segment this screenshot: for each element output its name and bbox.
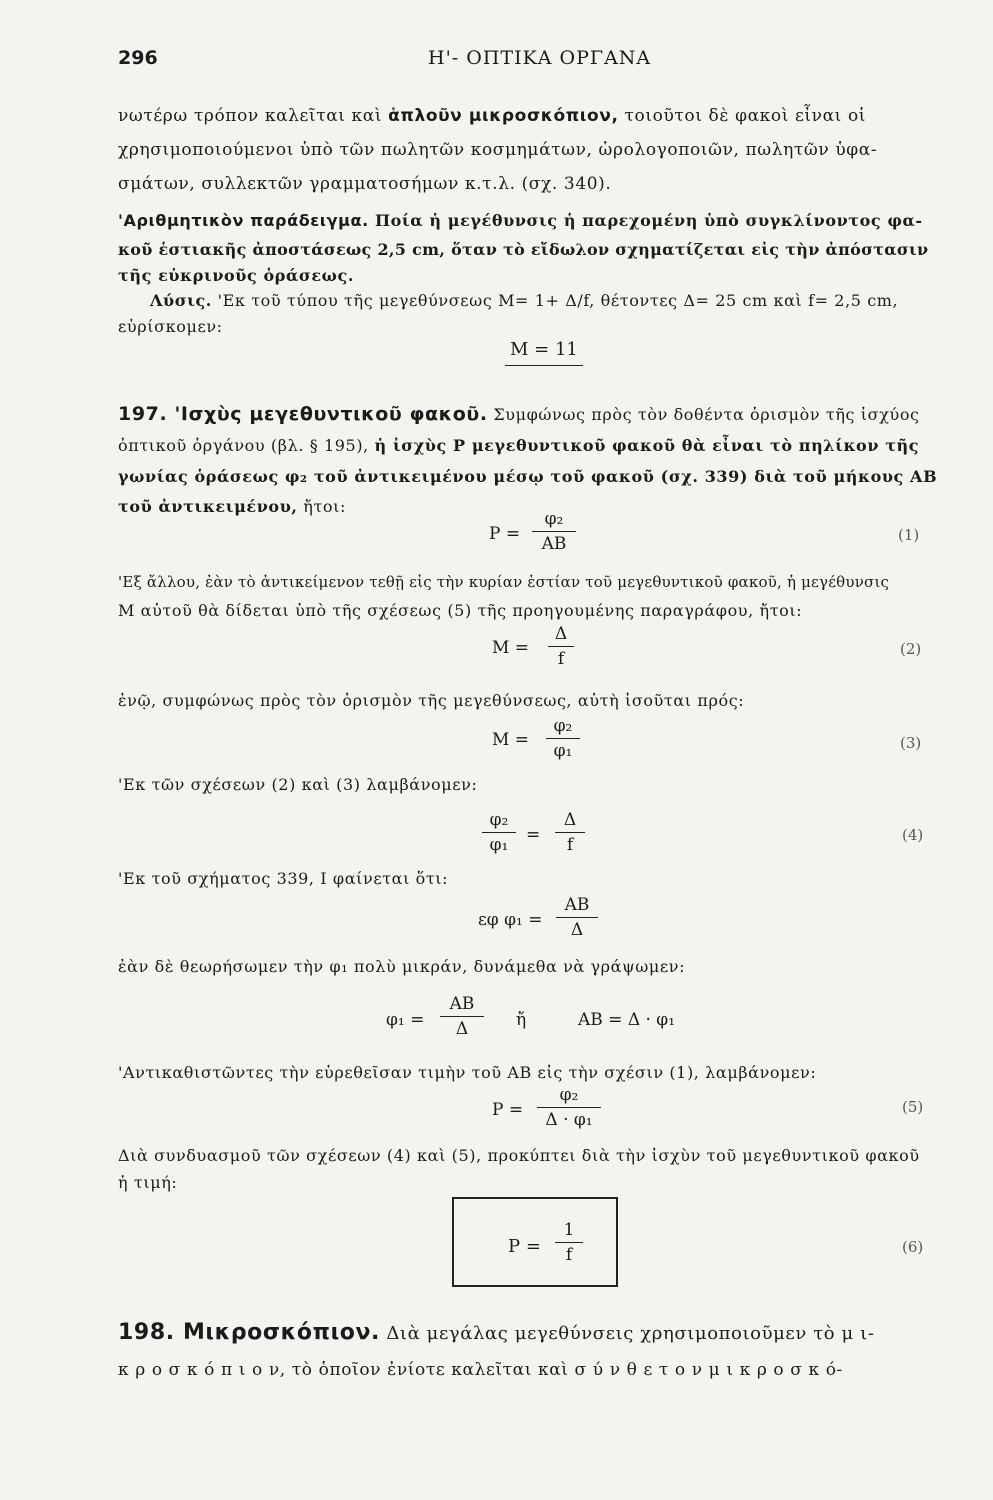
- eq4-equals: =: [526, 825, 541, 845]
- eq1-lhs: P =: [489, 524, 521, 544]
- eq6-label: (6): [902, 1238, 924, 1256]
- section-197-text: ἤτοι:: [297, 497, 346, 516]
- eq-small-rhs: AB = Δ · φ₁: [578, 1010, 676, 1030]
- para-5: 'Εκ τοῦ σχήματος 339, I φαίνεται ὅτι:: [118, 869, 449, 888]
- para-8-line-1: Διὰ συνδυασμοῦ τῶν σχέσεων (4) καὶ (5), προκύπτει διὰ τὴν ἰσχὺν τοῦ μεγεθυντικοῦ φακοῦ: [118, 1146, 920, 1165]
- eq-tan-lhs: εφ φ₁ =: [478, 910, 543, 930]
- eq1-label: (1): [898, 526, 920, 544]
- eq1-denominator: AB: [541, 534, 567, 554]
- eq-small-denominator: Δ: [455, 1019, 469, 1039]
- section-197-text: ὀπτικοῦ ὀργάνου (βλ. § 195),: [118, 436, 375, 455]
- section-198-text: Διὰ μεγάλας μεγεθύνσεις χρησιμοποιοῦμεν τὸ μ ι-: [380, 1323, 875, 1344]
- example-text: Ποία ἡ μεγέθυνσις ἡ παρεχομένη ὑπὸ συγκλίνοντος φα-: [368, 211, 923, 230]
- eq-small-numerator: AB: [440, 994, 484, 1017]
- intro-line-3: σμάτων, συλλεκτῶν γραμματοσήμων κ.τ.λ. (σχ. 340).: [118, 174, 612, 194]
- eq5-fraction: [537, 1085, 601, 1130]
- eq3-label: (3): [900, 734, 922, 752]
- section-197-line-2: [118, 435, 919, 456]
- eq4-numerator-left: φ₂: [482, 810, 516, 833]
- eq5-numerator: φ₂: [537, 1085, 601, 1108]
- eq1-numerator: φ₂: [532, 509, 576, 532]
- solution-line-2: εὑρίσκομεν:: [118, 317, 223, 336]
- eq2-numerator: Δ: [548, 624, 574, 647]
- section-197-line-4: [118, 496, 346, 517]
- eq3-denominator: φ₁: [553, 741, 573, 761]
- result-underline: [505, 365, 583, 366]
- eq2-label: (2): [900, 640, 922, 658]
- example-line-2: κοῦ ἑστιακῆς ἀποστάσεως 2,5 cm, ὅταν τὸ εἴδωλον σχηματίζεται εἰς τὴν ἀπόστασιν: [118, 240, 929, 259]
- section-197-line-3: γωνίας ὁράσεως φ₂ τοῦ ἀντικειμένου μέσῳ τοῦ φακοῦ (σχ. 339) διὰ τοῦ μήκους AB: [118, 467, 938, 486]
- example-title: 'Αριθμητικὸν παράδειγμα.: [118, 211, 369, 230]
- para-7: 'Αντικαθιστῶντες τὴν εὑρεθεῖσαν τιμὴν τοῦ AB εἰς τὴν σχέσιν (1), λαμβάνομεν:: [118, 1063, 817, 1082]
- eq6-denominator: f: [565, 1245, 573, 1265]
- example-result: M = 11: [510, 339, 578, 360]
- eq-small-or: ἤ: [516, 1010, 527, 1030]
- eq6-numerator: 1: [555, 1220, 583, 1243]
- eq2-denominator: f: [557, 649, 565, 669]
- eq3-fraction: [546, 716, 580, 761]
- power-definition-end: τοῦ ἀντικειμένου,: [118, 497, 298, 516]
- eq4-label: (4): [902, 826, 924, 844]
- section-197-title: 197. 'Ισχὺς μεγεθυντικοῦ φακοῦ.: [118, 403, 488, 425]
- eq-small-lhs: φ₁ =: [386, 1010, 425, 1030]
- solution-label: Λύσις.: [150, 291, 212, 310]
- para-6: ἐὰν δὲ θεωρήσωμεν τὴν φ₁ πολὺ μικράν, δυνάμεθα νὰ γράψωμεν:: [118, 957, 686, 976]
- page-number: 296: [118, 47, 158, 69]
- eq-tan-fraction: [556, 895, 598, 940]
- eq6-fraction: [555, 1220, 583, 1265]
- eq3-numerator: φ₂: [546, 716, 580, 739]
- eq1-fraction: [532, 509, 576, 554]
- section-198-line-2: κ ρ ο σ κ ό π ι ο ν, τὸ ὁποῖον ἐνίοτε καλεῖται καὶ σ ύ ν θ ε τ ο ν μ ι κ ρ ο σ κ ό-: [118, 1360, 843, 1380]
- para-4: 'Εκ τῶν σχέσεων (2) καὶ (3) λαμβάνομεν:: [118, 775, 478, 794]
- eq2-fraction: [548, 624, 574, 669]
- section-197-line-1: [118, 404, 920, 426]
- eq2-lhs: M =: [492, 638, 530, 658]
- power-definition: ἡ ἰσχὺς P μεγεθυντικοῦ φακοῦ θὰ εἶναι τὸ πηλίκον τῆς: [374, 436, 920, 455]
- eq4-denominator-right: f: [566, 835, 574, 855]
- eq4-denominator-left: φ₁: [489, 835, 509, 855]
- example-line-1: [118, 210, 923, 231]
- eq4-fraction-left: [482, 810, 516, 855]
- eq3-lhs: M =: [492, 730, 530, 750]
- eq6-lhs: P =: [508, 1236, 541, 1257]
- eq5-denominator: Δ · φ₁: [545, 1110, 593, 1130]
- intro-text: νωτέρω τρόπον καλεῖται καὶ: [118, 106, 389, 126]
- para-2-line-1: 'Εξ ἄλλου, ἐὰν τὸ ἀντικείμενον τεθῇ εἰς τὴν κυρίαν ἑστίαν τοῦ μεγεθυντικοῦ φακοῦ, ἡ μεγέθυνσις: [118, 573, 890, 591]
- eq5-label: (5): [902, 1098, 924, 1116]
- para-2-line-2: M αὐτοῦ θὰ δίδεται ὑπὸ τῆς σχέσεως (5) τῆς προηγουμένης παραγράφου, ἤτοι:: [118, 601, 803, 620]
- solution-line-1: [150, 290, 898, 311]
- eq-tan-denominator: Δ: [570, 920, 584, 940]
- solution-text: 'Εκ τοῦ τύπου τῆς μεγεθύνσεως M= 1+ Δ/f, θέτοντες Δ= 25 cm καὶ f= 2,5 cm,: [211, 291, 899, 310]
- example-line-3: τῆς εὐκρινοῦς ὁράσεως.: [118, 266, 354, 285]
- section-198-line-1: [118, 1322, 875, 1345]
- para-8-line-2: ἡ τιμή:: [118, 1173, 178, 1192]
- chapter-title: Η'- ΟΠΤΙΚΑ ΟΡΓΑΝΑ: [428, 47, 652, 69]
- eq-tan-numerator: AB: [556, 895, 598, 918]
- para-3: ἐνῷ, συμφώνως πρὸς τὸν ὁρισμὸν τῆς μεγεθύνσεως, αὐτὴ ἰσοῦται πρός:: [118, 691, 745, 710]
- eq-small-fraction: [440, 994, 484, 1039]
- simple-microscope-term: ἁπλοῦν μικροσκόπιον,: [388, 106, 619, 126]
- section-198-title: 198. Μικροσκόπιον.: [118, 1320, 381, 1345]
- eq4-fraction-right: [555, 810, 585, 855]
- eq4-numerator-right: Δ: [555, 810, 585, 833]
- intro-text: τοιοῦτοι δὲ φακοὶ εἶναι οἱ: [618, 106, 867, 126]
- intro-line-2: χρησιμοποιούμενοι ὑπὸ τῶν πωλητῶν κοσμημάτων, ὡρολογοποιῶν, πωλητῶν ὑφα-: [118, 140, 878, 160]
- intro-line-1: [118, 106, 866, 127]
- section-197-text: Συμφώνως πρὸς τὸν δοθέντα ὁρισμὸν τῆς ἰσχύος: [487, 405, 920, 424]
- eq5-lhs: P =: [492, 1100, 524, 1120]
